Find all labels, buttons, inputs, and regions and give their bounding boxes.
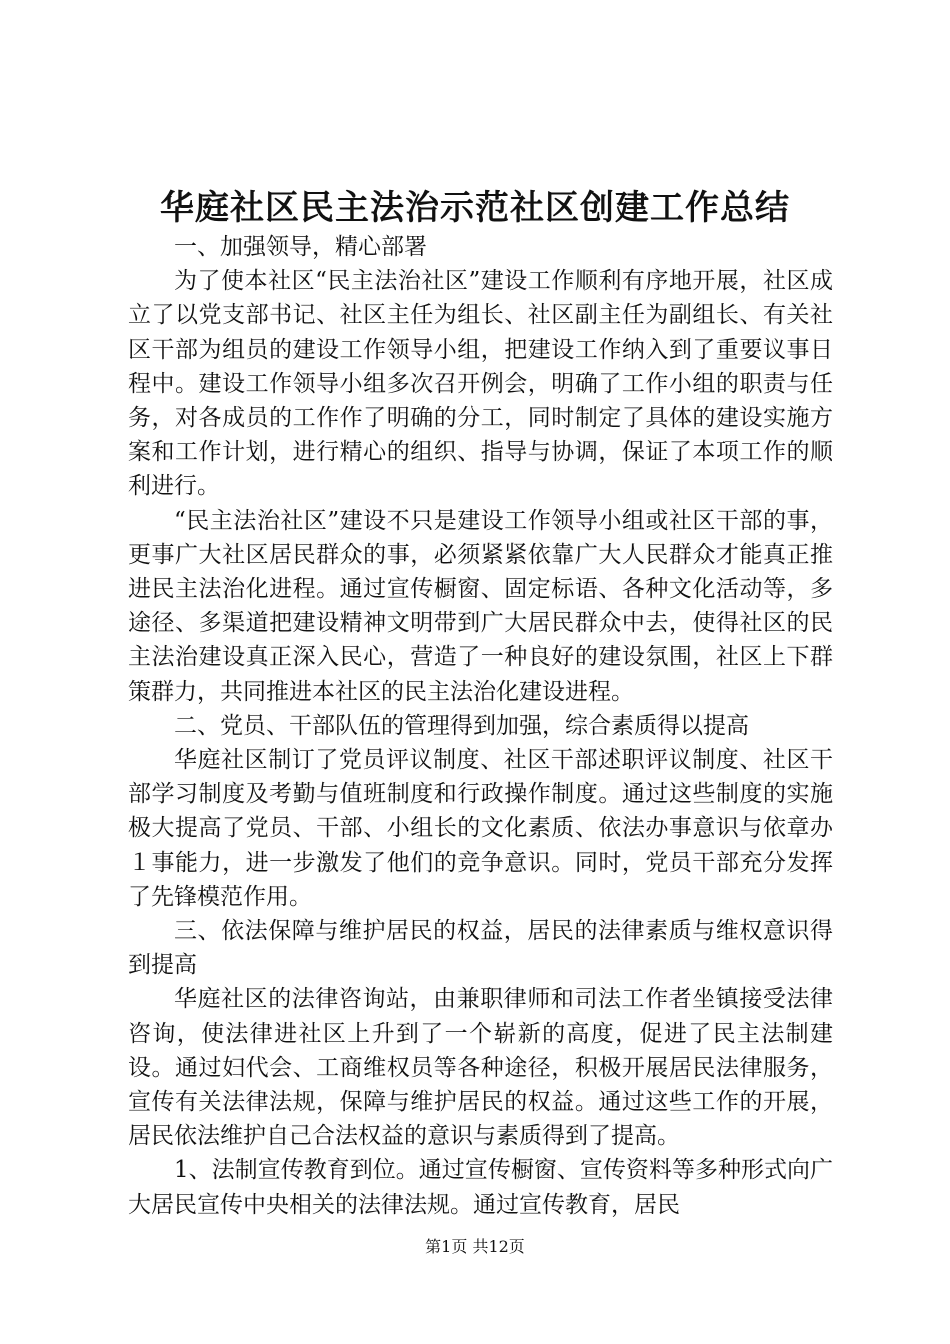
paragraph: 华庭社区的法律咨询站，由兼职律师和司法工作者坐镇接受法律咨询，使法律进社区上升到了一个崭新的高度，促进了民主法制建设。通过妇代会、工商维权员等各种途径，积极开展居民法律服务，宣传有关法律法规，保障与维护居民的权益。通过这些工作的开展，居民依法维护自己合法权益的意识与素质得到了提高。 <box>128 986 833 1150</box>
document-title: 华庭社区民主法治示范社区创建工作总结 <box>160 188 790 228</box>
page-footer: 第1页 共12页 <box>425 1237 525 1256</box>
list-item: 1、法制宣传教育到位。通过宣传橱窗、宣传资料等多种形式向广大居民宣传中央相关的法律法规。通过宣传教育，居民 <box>128 1157 833 1218</box>
section-heading-2: 二、党员、干部队伍的管理得到加强，综合素质得以提高 <box>174 712 749 739</box>
section-heading-3: 三、依法保障与维护居民的权益，居民的法律素质与维权意识得到提高 <box>128 918 833 979</box>
paragraph: 华庭社区制订了党员评议制度、社区干部述职评议制度、社区干部学习制度及考勤与值班制度和行政操作制度。通过这些制度的实施极大提高了党员、干部、小组长的文化素质、依法办事意识与依章办１事能力，进一步激发了他们的竞争意识。同时，党员干部充分发挥了先锋模范作用。 <box>128 747 833 910</box>
document-body <box>128 230 833 1222</box>
section-heading-1: 一、加强领导，精心部署 <box>174 234 427 260</box>
paragraph: “民主法治社区”建设不只是建设工作领导小组或社区干部的事，更事广大社区居民群众的事，必须紧紧依靠广大人民群众才能真正推进民主法治化进程。通过宣传橱窗、固定标语、各种文化活动等，多途径、多渠道把建设精神文明带到广大居民群众中去，使得社区的民主法治建设真正深入民心，营造了一种良好的建设氛围，社区上下群策群力，共同推进本社区的民主法治化建设进程。 <box>128 507 833 705</box>
paragraph: 为了使本社区“民主法治社区”建设工作顺利有序地开展，社区成立了以党支部书记、社区主任为组长、社区副主任为副组长、有关社区干部为组员的建设工作领导小组，把建设工作纳入到了重要议事日程中。建设工作领导小组多次召开例会，明确了工作小组的职责与任务，对各成员的工作作了明确的分工，同时制定了具体的建设实施方案和工作计划，进行精心的组织、指导与协调，保证了本项工作的顺利进行。 <box>128 268 833 500</box>
